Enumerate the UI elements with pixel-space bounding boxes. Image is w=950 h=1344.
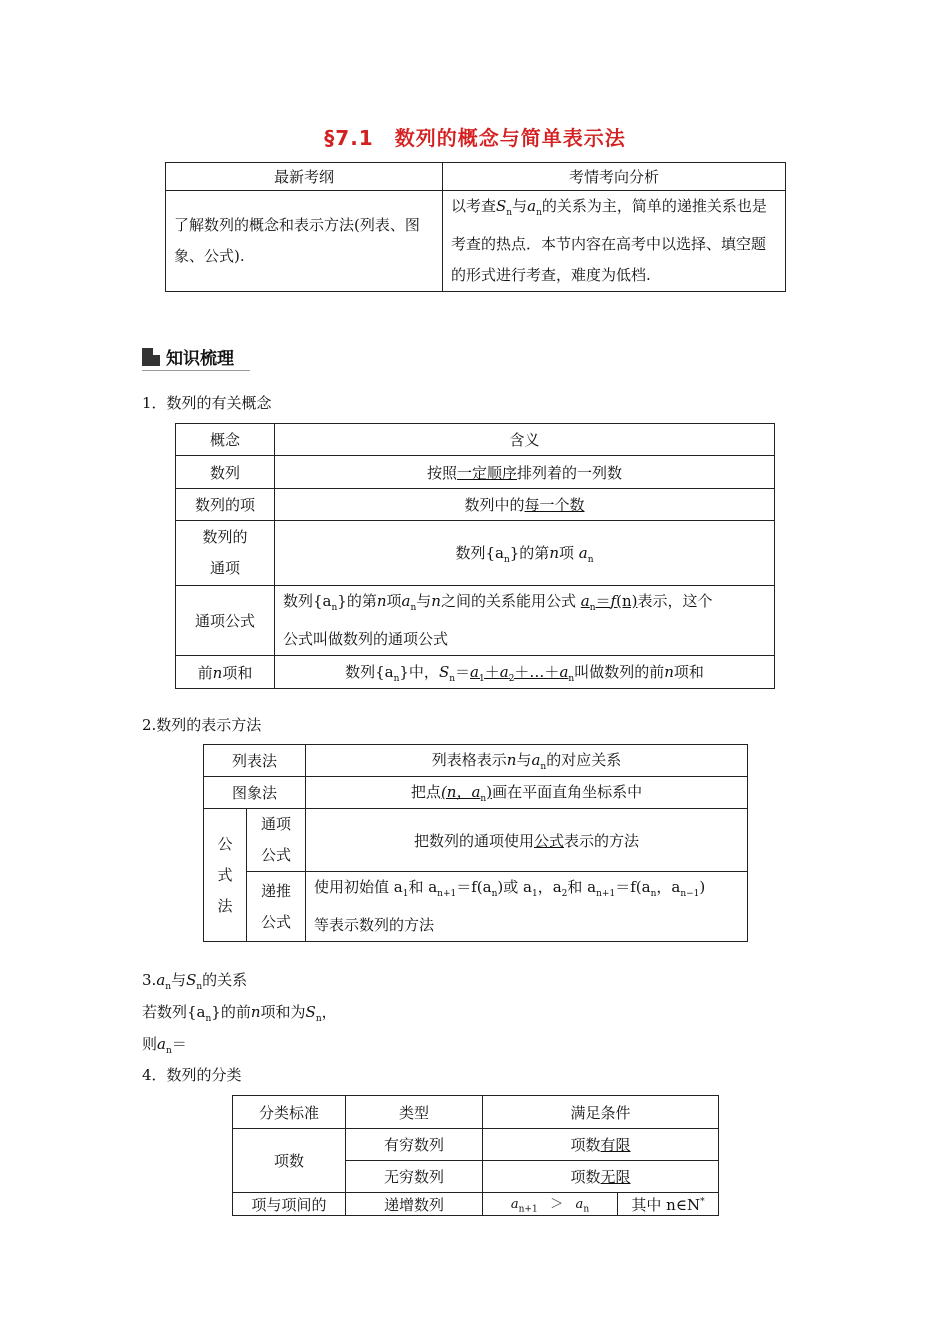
outline-header-syllabus: 最新考纲	[166, 163, 443, 191]
row-graph-meaning: 把点(n，$a_n$)画在平面直角坐标系中	[306, 777, 748, 809]
row-list-meaning: 列表格表示n与$a_n$的对应关系	[306, 745, 748, 777]
row-recursive-meaning: 使用初始值 $a_1$和 $a_{n+1}=f(a_n)$或 $a_1$，$a_2$和 $a_{n+1}=f(a_n$，$a_{n-1}$) 等表示数列的方法	[306, 872, 748, 942]
section-divider	[142, 370, 250, 371]
outline-analysis-text: 以考查$S_n$与$a_n$的关系为主，简单的递推关系也是考查的热点．本节内容在高考中以选择、填空题的形式进行考查，难度为低档.	[443, 191, 786, 292]
row-list-label: 列表法	[204, 745, 306, 777]
row-general-term-label: 数列的 通项	[176, 521, 275, 586]
concept-table	[175, 423, 775, 689]
outline-syllabus-text: 了解数列的概念和表示方法(列表、图象、公式).	[166, 191, 443, 292]
s3-line2: 则$a_n=$	[142, 1035, 187, 1056]
row-term-label: 数列的项	[176, 489, 275, 521]
section-heading	[142, 344, 250, 370]
class-row-count-label: 项数	[233, 1129, 346, 1193]
meaning-header: 含义	[275, 424, 775, 456]
class-row-infinite-condition: 项数无限	[483, 1161, 719, 1193]
row-sum-label: 前n项和	[176, 656, 275, 689]
class-row-finite-condition: 项数有限	[483, 1129, 719, 1161]
class-row-increasing-type: 递增数列	[346, 1193, 483, 1216]
row-formula-meaning: 数列$\{a_n\}$的第n项$a_n$与n之间的关系能用公式 $a_n=f(n)$表示，这个 公式叫做数列的通项公式	[275, 586, 775, 656]
classification-table	[232, 1095, 719, 1216]
row-term-meaning: 数列中的每一个数	[275, 489, 775, 521]
section-heading-text: 知识梳理	[166, 349, 234, 369]
class-row-finite-type: 有穷数列	[346, 1129, 483, 1161]
s3-line1: 若数列$\{a_n\}$的前n项和为$S_n$，	[142, 1003, 337, 1024]
class-row-infinite-type: 无穷数列	[346, 1161, 483, 1193]
row-graph-label: 图象法	[204, 777, 306, 809]
class-header-standard: 分类标准	[233, 1096, 346, 1129]
s3-heading: $3.a_n$与$S_n$的关系	[142, 971, 248, 992]
class-header-type: 类型	[346, 1096, 483, 1129]
row-general-term-meaning: 数列$\{a_n\}$的第n项 $a_n$	[275, 521, 775, 586]
row-sequence-label: 数列	[176, 456, 275, 489]
row-sequence-meaning: 按照一定顺序排列着的一列数	[275, 456, 775, 489]
s1-heading: 1．数列的有关概念	[142, 394, 272, 412]
class-header-condition: 满足条件	[483, 1096, 719, 1129]
row-formula-label: 通项公式	[176, 586, 275, 656]
s2-heading: 2.数列的表示方法	[142, 716, 262, 734]
row-formula-method-label: 公 式 法	[204, 809, 247, 942]
row-general-formula-meaning: 把数列的通项使用公式表示的方法	[306, 809, 748, 872]
representation-table	[203, 744, 748, 942]
row-general-formula-label: 通项 公式	[247, 809, 306, 872]
page-title: §7.1 数列的概念与简单表示法	[324, 126, 626, 150]
s4-heading: 4．数列的分类	[142, 1066, 242, 1084]
concept-header: 概念	[176, 424, 275, 456]
class-row-domain-note: 其中 n∈N*	[618, 1193, 719, 1216]
row-sum-meaning: 数列$\{a_n\}$中，$S_n=a_1+a_2+\dots+a_n$叫做数列的前n项和	[275, 656, 775, 689]
row-recursive-label: 递推 公式	[247, 872, 306, 942]
outline-table	[165, 162, 786, 292]
class-row-relation-label: 项与项间的	[233, 1193, 346, 1216]
outline-header-analysis: 考情考向分析	[443, 163, 786, 191]
class-row-increasing-condition: $a_{n+1}$ ＞ $a_n$	[483, 1193, 618, 1216]
